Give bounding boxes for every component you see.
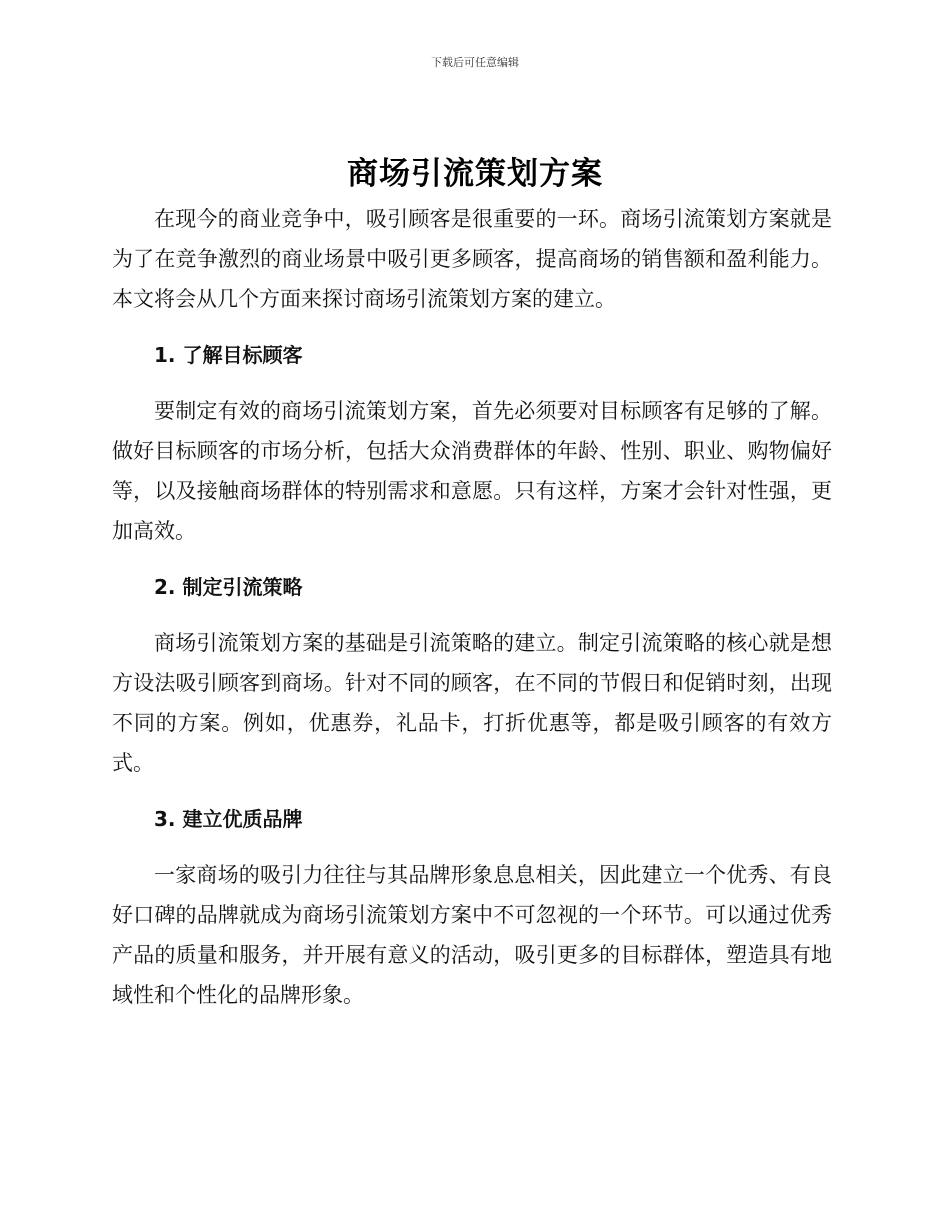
document-body [112,199,832,1015]
section-heading-1: 1. 了解目标顾客 [154,343,303,367]
section-body-3: 一家商场的吸引力往往与其品牌形象息息相关，因此建立一个优秀、有良好口碑的品牌就成为商场引流策划方案中不可忽视的一个环节。可以通过优秀产品的质量和服务，并开展有意义的活动，吸引更多的目标群体，塑造具有地域性和个性化的品牌形象。 [112,863,832,1007]
section-body-2: 商场引流策划方案的基础是引流策略的建立。制定引流策略的核心就是想方设法吸引顾客到商场。针对不同的顾客，在不同的节假日和促销时刻，出现不同的方案。例如，优惠券，礼品卡，打折优惠等，都是吸引顾客的有效方式。 [112,631,832,775]
intro-paragraph: 在现今的商业竞争中，吸引顾客是很重要的一环。商场引流策划方案就是为了在竞争激烈的商业场景中吸引更多顾客，提高商场的销售额和盈利能力。本文将会从几个方面来探讨商场引流策划方案的建立。 [112,207,832,311]
document-title: 商场引流策划方案 [347,156,603,192]
section-heading-2: 2. 制定引流策略 [154,575,303,599]
page-header-note: 下载后可任意编辑 [431,56,519,69]
section-heading-3: 3. 建立优质品牌 [154,807,303,831]
section-body-1: 要制定有效的商场引流策划方案，首先必须要对目标顾客有足够的了解。做好目标顾客的市场分析，包括大众消费群体的年龄、性别、职业、购物偏好等，以及接触商场群体的特别需求和意愿。只有这样，方案才会针对性强，更加高效。 [112,399,832,543]
